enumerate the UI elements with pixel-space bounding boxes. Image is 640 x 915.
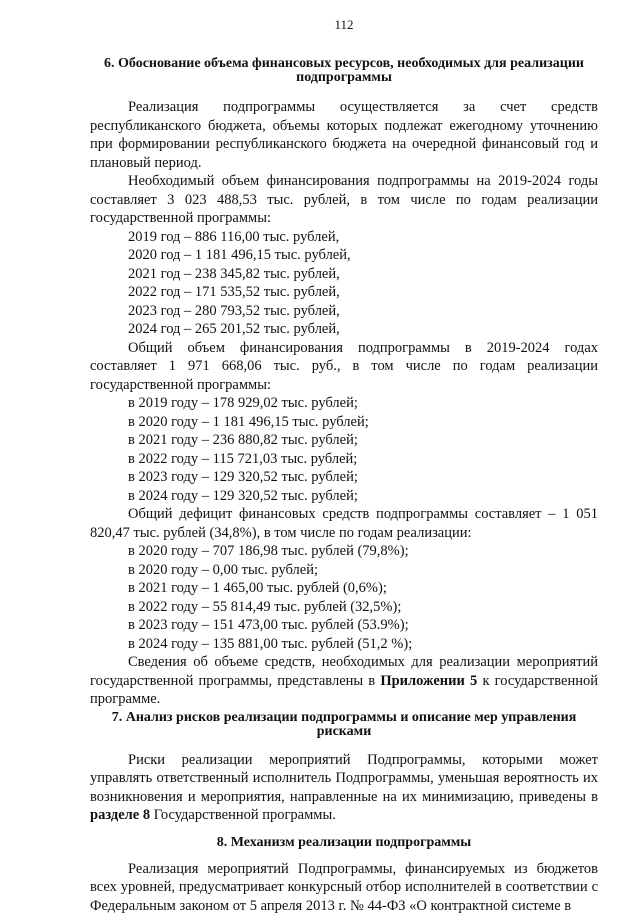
list-item: в 2019 году – 178 929,02 тыс. рублей; [90, 394, 598, 413]
list-item: в 2021 году – 1 465,00 тыс. рублей (0,6%); [90, 579, 598, 598]
section-8-title: 8. Механизм реализации подпрограммы [90, 836, 598, 850]
list-item: в 2020 году – 0,00 тыс. рублей; [90, 561, 598, 580]
text-span: к государственной программе. [90, 673, 598, 708]
section-7-title: 7. Анализ рисков реализации подпрограммы и описание мер управления рисками [90, 711, 598, 739]
list-item: 2021 год – 238 345,82 тыс. рублей, [90, 265, 598, 284]
list-item: 2023 год – 280 793,52 тыс. рублей, [90, 302, 598, 321]
list-item: в 2022 году – 115 721,03 тыс. рублей; [90, 450, 598, 469]
text-span: Риски реализации мероприятий Подпрограммы, которыми может управлять ответственный исполнитель Подпрограммы, уменьшая вероятность их возникновения и мероприятия, направленные на их минимизацию, приведены в [90, 752, 598, 805]
list-item: в 2020 году – 1 181 496,15 тыс. рублей; [90, 413, 598, 432]
deficit-list [90, 542, 598, 653]
text-span: Государственной программы. [150, 807, 336, 823]
section-6-paragraph-2: Необходимый объем финансирования подпрограммы на 2019-2024 годы составляет 3 023 488,53 тыс. рублей, в том числе по годам реализации государственной программы: [90, 172, 598, 228]
funding-by-year-list [90, 228, 598, 339]
list-item: в 2024 году – 129 320,52 тыс. рублей; [90, 487, 598, 506]
list-item: в 2020 году – 707 186,98 тыс. рублей (79,8%); [90, 542, 598, 561]
list-item: 2020 год – 1 181 496,15 тыс. рублей, [90, 246, 598, 265]
list-item: 2024 год – 265 201,52 тыс. рублей, [90, 320, 598, 339]
list-item: в 2023 году – 151 473,00 тыс. рублей (53.9%); [90, 616, 598, 635]
section-6-paragraph-4: Общий дефицит финансовых средств подпрограммы составляет – 1 051 820,47 тыс. рублей (34,8%), в том числе по годам реализации: [90, 505, 598, 542]
document-page [90, 16, 598, 915]
list-item: в 2023 году – 129 320,52 тыс. рублей; [90, 468, 598, 487]
section-reference: разделе 8 [90, 807, 150, 823]
section-6-title: 6. Обоснование объема финансовых ресурсов, необходимых для реализации подпрограммы [90, 57, 598, 85]
list-item: 2019 год – 886 116,00 тыс. рублей, [90, 228, 598, 247]
total-funding-list [90, 394, 598, 505]
section-6-paragraph-5 [90, 653, 598, 709]
section-6-paragraph-3: Общий объем финансирования подпрограммы в 2019-2024 годах составляет 1 971 668,06 тыс. руб., в том числе по годам реализации государственной программы: [90, 339, 598, 395]
section-7-paragraph-1 [90, 751, 598, 825]
appendix-reference: Приложении 5 [380, 673, 477, 689]
list-item: в 2022 году – 55 814,49 тыс. рублей (32,5%); [90, 598, 598, 617]
page-number: 112 [90, 16, 598, 34]
section-6-paragraph-1: Реализация подпрограммы осуществляется за счет средств республиканского бюджета, объемы которых подлежат ежегодному уточнению при формировании республиканского бюджета на очередной финансовый год и плановый период. [90, 98, 598, 172]
section-8-paragraph-1: Реализация мероприятий Подпрограммы, финансируемых из бюджетов всех уровней, предусматривает конкурсный отбор исполнителей в соответствии с Федеральным законом от 5 апреля 2013 г. № 44-ФЗ «О контрактной системе в [90, 860, 598, 915]
list-item: в 2024 году – 135 881,00 тыс. рублей (51,2 %); [90, 635, 598, 654]
text-span: Сведения об объеме средств, необходимых для реализации мероприятий государственной программы, представлены в [90, 654, 598, 689]
list-item: в 2021 году – 236 880,82 тыс. рублей; [90, 431, 598, 450]
list-item: 2022 год – 171 535,52 тыс. рублей, [90, 283, 598, 302]
